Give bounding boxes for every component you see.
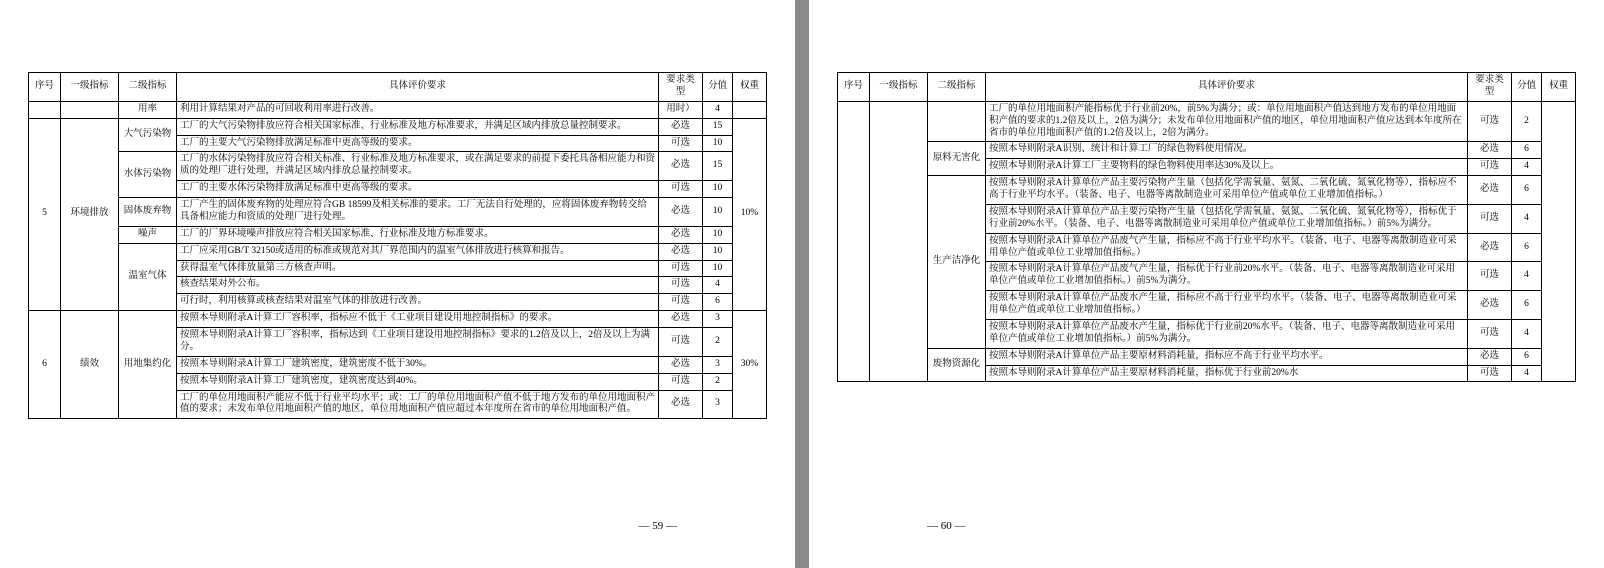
cell-desc: 按照本导则附录A计算单位产品主要原材料消耗量，指标应不高于行业平均水平。 bbox=[986, 348, 1468, 365]
cell-l2: 原料无害化 bbox=[928, 142, 986, 176]
page-number-right: — 60 — bbox=[927, 520, 966, 532]
cell-type: 可选 bbox=[1468, 262, 1512, 291]
cell-l2: 用率 bbox=[119, 101, 177, 118]
cell-weight bbox=[1542, 101, 1576, 382]
cell-score: 4 bbox=[1512, 159, 1542, 176]
cell-type: 可选 bbox=[659, 260, 703, 277]
cell-desc: 按照本导则附录A识别、统计和计算工厂的绿色物料使用情况。 bbox=[986, 142, 1468, 159]
table-header-row bbox=[29, 73, 767, 102]
cell-l1: 环境排放 bbox=[61, 118, 119, 311]
cell-desc: 工厂的主要大气污染物排放满足标准中更高等级的要求。 bbox=[177, 135, 659, 152]
cell-type: 必选 bbox=[1468, 348, 1512, 365]
cell-type: 可选 bbox=[659, 277, 703, 294]
cell-score: 6 bbox=[703, 294, 733, 311]
col-header-weight: 权重 bbox=[733, 73, 767, 102]
cell-type: 可选 bbox=[659, 294, 703, 311]
cell-desc: 按照本导则附录A计算工厂容积率，指标应不低于《工业项目建设用地控制指标》的要求。 bbox=[177, 311, 659, 328]
cell-desc: 按照本导则附录A计算工厂建筑密度，建筑密度不低于30%。 bbox=[177, 356, 659, 373]
cell-desc: 按照本导则附录A计算单位产品废气产生量，指标优于行业前20%水平。（装备、电子、电器等离散制造业可采用单位产值或单位工业增加值指标。）前5%为满分。 bbox=[986, 262, 1468, 291]
cell-score: 10 bbox=[703, 226, 733, 243]
cell-type: 必选 bbox=[659, 243, 703, 260]
cell-desc: 工厂产生的固体废弃物的处理应符合GB 18599及相关标准的要求。工厂无法自行处理的，应将固体废弃物转交给具备相应能力和资质的处理厂进行处理。 bbox=[177, 198, 659, 227]
cell-desc: 工厂的水体污染物排放应符合相关标准、行业标准及地方标准要求，或在满足要求的前提下委托具备相应能力和资质的处理厂进行处理，并满足区域内排放总量控制要求。 bbox=[177, 152, 659, 181]
col-header-desc: 具体评价要求 bbox=[986, 73, 1468, 102]
cell-score: 4 bbox=[703, 101, 733, 118]
cell-desc: 工厂的单位用地面积产能指标优于行业前20%，前5%为满分；或：单位用地面积产值达到地方发布的单位用地面积产值的要求的1.2倍及以上，2倍为满分；未发布单位用地面积产值的地区，单位用地面积产值应达到本年度所在省市的单位用地面积产值的1.2倍及以上，2倍为满分。 bbox=[986, 101, 1468, 142]
cell-l2: 大气污染物 bbox=[119, 118, 177, 152]
cell-type: 必选 bbox=[1468, 233, 1512, 262]
cell-type: 必选 bbox=[1468, 142, 1512, 159]
cell-type: 必选 bbox=[659, 390, 703, 419]
cell-score: 10 bbox=[703, 243, 733, 260]
cell-score: 2 bbox=[1512, 101, 1542, 142]
cell-desc: 工厂应采用GB/T 32150或适用的标准或规范对其厂界范围内的温室气体排放进行核算和报告。 bbox=[177, 243, 659, 260]
cell-no bbox=[838, 101, 870, 382]
col-header-score: 分值 bbox=[1512, 73, 1542, 102]
cell-type: 必选 bbox=[659, 356, 703, 373]
cell-desc: 工厂的厂界环境噪声排放应符合相关国家标准、行业标准及地方标准要求。 bbox=[177, 226, 659, 243]
cell-l2: 水体污染物 bbox=[119, 152, 177, 198]
cell-desc: 工厂的主要水体污染物排放满足标准中更高等级的要求。 bbox=[177, 181, 659, 198]
table-header-row bbox=[838, 73, 1576, 102]
cell-desc: 按照本导则附录A计算单位产品主要原材料消耗量，指标优于行业前20%水 bbox=[986, 365, 1468, 382]
cell-l1: 绩效 bbox=[61, 311, 119, 419]
cell-desc: 按照本导则附录A计算工厂建筑密度，建筑密度达到40%。 bbox=[177, 373, 659, 390]
cell-score: 15 bbox=[703, 118, 733, 135]
page-right bbox=[809, 0, 1604, 568]
cell-score: 6 bbox=[1512, 176, 1542, 205]
cell-weight: 30% bbox=[733, 311, 767, 419]
cell-score: 4 bbox=[1512, 204, 1542, 233]
col-header-l1: 一级指标 bbox=[61, 73, 119, 102]
cell-desc: 按照本导则附录A计算单位产品主要污染物产生量（包括化学需氧量、氨氮、二氧化硫、氮氧化物等），指标优于行业前20%水平。（装备、电子、电器等离散制造业可采用单位产值或单位工业增加值指标。）前5%为满分。 bbox=[986, 204, 1468, 233]
page-left bbox=[0, 0, 795, 568]
cell-score: 10 bbox=[703, 181, 733, 198]
cell-score: 3 bbox=[703, 390, 733, 419]
cell-type: 可选 bbox=[659, 328, 703, 357]
cell-l2: 温室气体 bbox=[119, 243, 177, 311]
cell-l2: 噪声 bbox=[119, 226, 177, 243]
cell-desc: 核查结果对外公布。 bbox=[177, 277, 659, 294]
cell-desc: 按照本导则附录A计算工厂主要物料的绿色物料使用率达30%及以上。 bbox=[986, 159, 1468, 176]
evaluation-table-right bbox=[837, 72, 1576, 382]
cell-score: 6 bbox=[1512, 291, 1542, 320]
table-row bbox=[29, 198, 767, 227]
col-header-type: 要求类型 bbox=[659, 73, 703, 102]
table-row bbox=[29, 152, 767, 181]
col-header-type: 要求类型 bbox=[1468, 73, 1512, 102]
cell-type: 必选 bbox=[659, 152, 703, 181]
table-row bbox=[29, 101, 767, 118]
cell-score: 4 bbox=[1512, 319, 1542, 348]
cell-desc: 按照本导则附录A计算单位产品废水产生量，指标优于行业前20%水平。（装备、电子、电器等离散制造业可采用单位产值或单位工业增加值指标。）前5%为满分。 bbox=[986, 319, 1468, 348]
cell-score: 10 bbox=[703, 198, 733, 227]
cell-desc: 工厂的大气污染物排放应符合相关国家标准、行业标准及地方标准要求，并满足区域内排放总量控制要求。 bbox=[177, 118, 659, 135]
cell-desc: 按照本导则附录A计算单位产品废气产生量，指标应不高于行业平均水平。（装备、电子、电器等离散制造业可采用单位产值或单位工业增加值指标。） bbox=[986, 233, 1468, 262]
table-row bbox=[29, 226, 767, 243]
cell-type: 必选 bbox=[659, 118, 703, 135]
col-header-l2: 二级指标 bbox=[119, 73, 177, 102]
cell-type: 可选 bbox=[1468, 365, 1512, 382]
cell-l2 bbox=[928, 101, 986, 142]
col-header-score: 分值 bbox=[703, 73, 733, 102]
col-header-l2: 二级指标 bbox=[928, 73, 986, 102]
table-row bbox=[838, 348, 1576, 365]
cell-desc: 按照本导则附录A计算工厂容积率，指标达到《工业项目建设用地控制指标》要求的1.2倍及以上，2倍及以上为满分。 bbox=[177, 328, 659, 357]
cell-weight: 10% bbox=[733, 118, 767, 311]
cell-score: 10 bbox=[703, 135, 733, 152]
table-row bbox=[838, 142, 1576, 159]
cell-desc: 可行时，利用核算或核查结果对温室气体的排放进行改善。 bbox=[177, 294, 659, 311]
cell-type: 必选 bbox=[1468, 176, 1512, 205]
left-table-wrapper bbox=[28, 72, 767, 419]
evaluation-table-left bbox=[28, 72, 767, 419]
col-header-weight: 权重 bbox=[1542, 73, 1576, 102]
right-table-wrapper bbox=[837, 72, 1576, 382]
cell-l2: 生产洁净化 bbox=[928, 176, 986, 349]
table-row bbox=[838, 176, 1576, 205]
table-row bbox=[29, 118, 767, 135]
cell-type: 必选 bbox=[659, 311, 703, 328]
cell-type: 可选 bbox=[1468, 319, 1512, 348]
cell-type: 必选 bbox=[1468, 291, 1512, 320]
cell-no bbox=[29, 101, 61, 118]
col-header-l1: 一级指标 bbox=[870, 73, 928, 102]
cell-no: 6 bbox=[29, 311, 61, 419]
cell-desc: 利用计算结果对产品的可回收利用率进行改善。 bbox=[177, 101, 659, 118]
cell-score: 4 bbox=[1512, 365, 1542, 382]
cell-score: 6 bbox=[1512, 142, 1542, 159]
cell-score: 6 bbox=[1512, 233, 1542, 262]
cell-desc: 按照本导则附录A计算单位产品主要污染物产生量（包括化学需氧量、氨氮、二氧化硫、氮氧化物等），指标应不高于行业平均水平。（装备、电子、电器等离散制造业可采用单位产值或单位工业增加值指标。） bbox=[986, 176, 1468, 205]
cell-type: 可选 bbox=[1468, 204, 1512, 233]
table-row bbox=[29, 243, 767, 260]
cell-type: 可选 bbox=[659, 373, 703, 390]
col-header-desc: 具体评价要求 bbox=[177, 73, 659, 102]
cell-weight bbox=[733, 101, 767, 118]
cell-type: 必选 bbox=[659, 198, 703, 227]
cell-score: 4 bbox=[703, 277, 733, 294]
cell-type: 可选 bbox=[1468, 159, 1512, 176]
cell-l1 bbox=[870, 101, 928, 382]
cell-type: 必选 bbox=[659, 226, 703, 243]
table-row bbox=[838, 101, 1576, 142]
cell-desc: 工厂的单位用地面积产能应不低于行业平均水平；或：工厂的单位用地面积产值不低于地方发布的单位用地面积产值的要求；未发布单位用地面积产值的地区，单位用地面积产值应超过本年度所在省市的单位用地面积产值。 bbox=[177, 390, 659, 419]
cell-type: 可选 bbox=[1468, 101, 1512, 142]
cell-score: 15 bbox=[703, 152, 733, 181]
cell-score: 6 bbox=[1512, 348, 1542, 365]
cell-score: 4 bbox=[1512, 262, 1542, 291]
col-header-no: 序号 bbox=[838, 73, 870, 102]
cell-desc: 按照本导则附录A计算单位产品废水产生量，指标应不高于行业平均水平。（装备、电子、电器等离散制造业可采用单位产值或单位工业增加值指标。） bbox=[986, 291, 1468, 320]
cell-desc: 获得温室气体排放量第三方核查声明。 bbox=[177, 260, 659, 277]
cell-l2: 废物资源化 bbox=[928, 348, 986, 382]
page-number-left: — 59 — bbox=[638, 520, 677, 532]
cell-type: 可选 bbox=[659, 181, 703, 198]
col-header-no: 序号 bbox=[29, 73, 61, 102]
cell-type: 用时） bbox=[659, 101, 703, 118]
cell-l1 bbox=[61, 101, 119, 118]
cell-l2: 用地集约化 bbox=[119, 311, 177, 419]
cell-score: 2 bbox=[703, 373, 733, 390]
cell-type: 可选 bbox=[659, 135, 703, 152]
cell-score: 3 bbox=[703, 311, 733, 328]
table-row bbox=[29, 311, 767, 328]
cell-score: 10 bbox=[703, 260, 733, 277]
cell-l2: 固体废弃物 bbox=[119, 198, 177, 227]
cell-no: 5 bbox=[29, 118, 61, 311]
cell-score: 3 bbox=[703, 356, 733, 373]
cell-score: 2 bbox=[703, 328, 733, 357]
